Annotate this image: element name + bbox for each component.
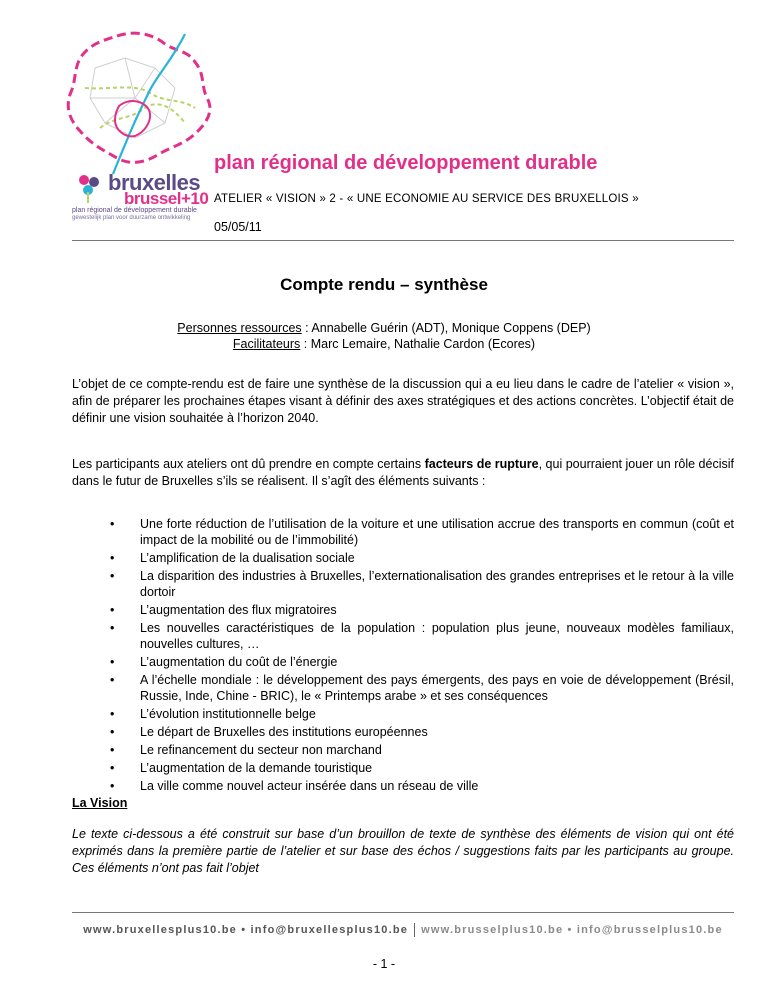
rupture-term: facteurs de rupture bbox=[424, 457, 539, 471]
document-title: Compte rendu – synthèse bbox=[280, 275, 488, 294]
vision-paragraph: Le texte ci-dessous a été construit sur base d’un brouillon de texte de synthèse des éléments de vision qui ont été exprimés dans la première partie de l’atelier et sur base des échos / suggestions faits par les participants au groupe. Ces éléments n’ont pas fait l’objet bbox=[72, 827, 734, 875]
list-item: • La disparition des industries à Bruxelles, l’externationalisation des grandes entreprises et le retour à la ville dortoir bbox=[110, 568, 734, 600]
brand-word-bruxelles: bruxelles bbox=[108, 170, 201, 195]
list-item: • L’évolution institutionnelle belge bbox=[110, 706, 734, 722]
list-item: • L’augmentation du coût de l’énergie bbox=[110, 654, 734, 670]
document-date: 05/05/11 bbox=[214, 220, 262, 234]
list-item: • L’amplification de la dualisation sociale bbox=[110, 550, 734, 566]
list-item: • Une forte réduction de l’utilisation de la voiture et une utilisation accrue des transports en commun (coût et impact de la mobilité ou de l’immobilité) bbox=[110, 516, 734, 548]
logo-map-graphic bbox=[55, 28, 223, 178]
rupture-text-before: Les participants aux ateliers ont dû prendre en compte certains bbox=[72, 457, 425, 471]
footer bbox=[72, 923, 734, 937]
facilitators-line bbox=[0, 336, 768, 352]
brand-subtitle-nl: gewestelijk plan voor duurzame ontwikkeling bbox=[72, 215, 191, 221]
list-item: • A l’échelle mondiale : le développement des pays émergents, des pays en voie de développement (Brésil, Russie, Inde, Chine - BRIC), le « Printemps arabe » et ses conséquences bbox=[110, 672, 734, 704]
resource-persons-names: : Annabelle Guérin (ADT), Monique Coppens (DEP) bbox=[301, 321, 591, 335]
list-item: • L’augmentation des flux migratoires bbox=[110, 602, 734, 618]
facilitators-names: : Marc Lemaire, Nathalie Cardon (Ecores) bbox=[300, 337, 536, 351]
contributors-block bbox=[0, 320, 768, 352]
brand-logo bbox=[72, 170, 222, 220]
list-item: • Les nouvelles caractéristiques de la population : population plus jeune, nouveaux modèles familiaux, nouvelles cultures, … bbox=[110, 620, 734, 652]
brand-subtitle-fr: plan régional de développement durable bbox=[72, 207, 197, 214]
rupture-text-after: , qui pourraient jouer un rôle décisif dans le futur de Bruxelles s’ils se réalisent. Il s’agît des éléments suivants : bbox=[72, 457, 734, 488]
resource-persons-line bbox=[0, 320, 768, 336]
header-divider bbox=[72, 240, 734, 241]
rupture-factors-paragraph bbox=[72, 456, 734, 490]
rupture-factors-list bbox=[110, 516, 734, 796]
brand-word-brussel: brussel+10 bbox=[124, 189, 209, 208]
vision-heading: La Vision bbox=[72, 796, 128, 810]
page-number: - 1 - bbox=[372, 957, 396, 971]
intro-paragraph: L’objet de ce compte-rendu est de faire une synthèse de la discussion qui a eu lieu dans le cadre de l’atelier « vision », afin de préparer les prochaines étapes visant à définir des axes stratégiques et des actions concrètes. L’objectif était de définir une vision souhaitée à l’horizon 2040. bbox=[72, 377, 734, 425]
footer-nl-links[interactable]: www.brusselplus10.be • info@brusselplus10.be bbox=[421, 923, 723, 936]
list-item: • Le départ de Bruxelles des institutions européennes bbox=[110, 724, 734, 740]
list-item: • Le refinancement du secteur non marchand bbox=[110, 742, 734, 758]
resource-persons-label: Personnes ressources bbox=[177, 321, 302, 335]
footer-fr-links[interactable]: www.bruxellesplus10.be • info@bruxellesplus10.be bbox=[83, 923, 409, 936]
list-item: • L’augmentation de la demande touristique bbox=[110, 760, 734, 776]
footer-separator bbox=[414, 923, 415, 937]
facilitators-label: Facilitateurs bbox=[232, 337, 301, 351]
flower-icon bbox=[72, 170, 106, 204]
list-item: • La ville comme nouvel acteur insérée dans un réseau de ville bbox=[110, 778, 734, 794]
plan-title: plan régional de développement durable bbox=[214, 152, 598, 174]
footer-divider bbox=[72, 912, 734, 913]
atelier-subtitle: ATELIER « VISION » 2 - « UNE ECONOMIE AU SERVICE DES BRUXELLOIS » bbox=[214, 193, 639, 205]
